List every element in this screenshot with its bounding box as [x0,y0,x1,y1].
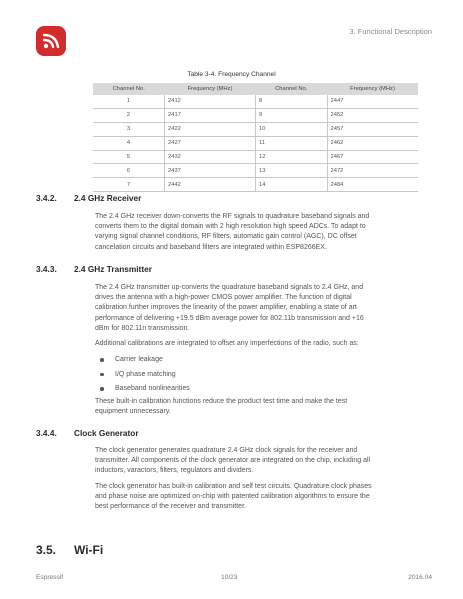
text-line: cancelation circuits and baseband filters are integrated within ESP8266EX. [95,243,327,251]
receiver-paragraph [95,212,425,253]
text-line: calibration further improves the linearity of the power amplifier, enabling a state of art [95,304,357,312]
section-heading-clock [36,428,139,438]
transmitter-calibration-intro: Additional calibrations are integrated to offset any imperfections of the radio, such as: [95,340,359,347]
list-item: Baseband nonlinearities [95,384,190,399]
table-cell: 2462 [327,136,418,150]
table-cell: 2437 [165,164,256,178]
table-cell: 7 [93,178,165,192]
text-line: varying signal channel conditions, RF filters, automatic gain control (AGC), DC offset [95,233,357,241]
table-cell: 2417 [165,108,256,122]
table-cell: 2472 [327,164,418,178]
transmitter-summary [95,397,425,417]
section-heading-wifi [36,543,103,557]
table-row [93,108,418,122]
section-title: Clock Generator [74,428,139,438]
table-header-row [93,83,418,95]
text-line: The 2.4 GHz transmitter up-converts the quadrature baseband signals to 2.4 GHz, and [95,284,364,291]
table-cell: 2442 [165,178,256,192]
clock-paragraph-1 [95,446,425,477]
text-line: inductors, varactors, filters, regulators and dividers. [95,467,254,475]
table-row [93,150,418,164]
table-cell: 2484 [327,178,418,192]
text-line: The clock generator generates quadrature 2.4 GHz clock signals for the receiver and [95,447,358,454]
table-cell: 2427 [165,136,256,150]
table-row [93,136,418,150]
table-title: Table 3-4. Frequency Channel [187,71,276,78]
frequency-channel-table [93,83,418,192]
table-cell: 10 [256,122,328,136]
bullet-icon [100,358,104,362]
footer-date: 2016.04 [408,574,432,581]
table-cell: 2447 [327,95,418,108]
section-heading-transmitter [36,264,152,274]
table-cell: 2432 [165,150,256,164]
section-number: 3.4.2. [36,193,57,203]
table-cell: 8 [256,95,328,108]
table-row [93,178,418,192]
text-line: drives the antenna with a high-power CMOS power amplifier. The function of digital [95,294,352,302]
text-line: transmitter. All components of the clock generator are integrated on the chip, including all [95,457,371,465]
table-cell: 4 [93,136,165,150]
column-header: Frequency (MHz) [327,83,418,95]
section-number: 3.5. [36,543,57,557]
text-line: performance of delivering +19.5 dBm average power for 802.11b transmission and +16 [95,314,364,322]
section-number: 3.4.3. [36,264,57,274]
table-cell: 3 [93,122,165,136]
espressif-logo-icon [36,26,66,56]
table-cell: 2 [93,108,165,122]
footer-company: Espressif [36,574,64,581]
table-cell: 11 [256,136,328,150]
clock-paragraph-2 [95,482,425,513]
bullet-icon [100,373,104,377]
column-header: Channel No. [93,83,165,95]
text-line: The 2.4 GHz receiver down-converts the RF signals to quadrature baseband signals and [95,213,370,220]
calibration-list [95,355,190,399]
table-cell: 2422 [165,122,256,136]
text-line: and phase noise are optimized on-chip with patented calibration algorithms to ensure the [95,493,370,501]
table-cell: 2457 [327,122,418,136]
section-title: 2.4 GHz Transmitter [74,264,152,274]
text-line: converts them to the digital domain with 2 high resolution high speed ADCs. To adapt to [95,223,366,231]
section-label: 3. Functional Description [349,27,432,36]
table-cell: 9 [256,108,328,122]
table-cell: 5 [93,150,165,164]
table-cell: 1 [93,95,165,108]
text-line: The clock generator has built-in calibration and self test circuits. Quadrature clock phases [95,483,372,490]
table-cell: 2467 [327,150,418,164]
text-line: equipment unnecessary. [95,408,171,416]
list-item: I/Q phase matching [95,370,190,385]
transmitter-paragraph [95,283,425,334]
column-header: Channel No. [256,83,328,95]
section-title: Wi-Fi [74,543,104,557]
table-row [93,122,418,136]
section-heading-receiver [36,193,141,203]
text-line: dBm for 802.11n transmission. [95,324,190,332]
table-cell: 2412 [165,95,256,108]
table-cell: 2452 [327,108,418,122]
text-line: These built-in calibration functions reduce the product test time and make the test [95,398,348,405]
text-line: best performance of the receiver and transmitter. [95,503,246,511]
table-row [93,164,418,178]
section-title: 2.4 GHz Receiver [74,193,142,203]
table-cell: 6 [93,164,165,178]
footer-page-number: 10/23 [221,574,238,581]
table-row [93,95,418,108]
table-cell: 14 [256,178,328,192]
list-item: Carrier leakage [95,355,190,370]
section-number: 3.4.4. [36,428,57,438]
table-cell: 12 [256,150,328,164]
table-cell: 13 [256,164,328,178]
column-header: Frequency (MHz) [165,83,256,95]
bullet-icon [100,387,104,391]
